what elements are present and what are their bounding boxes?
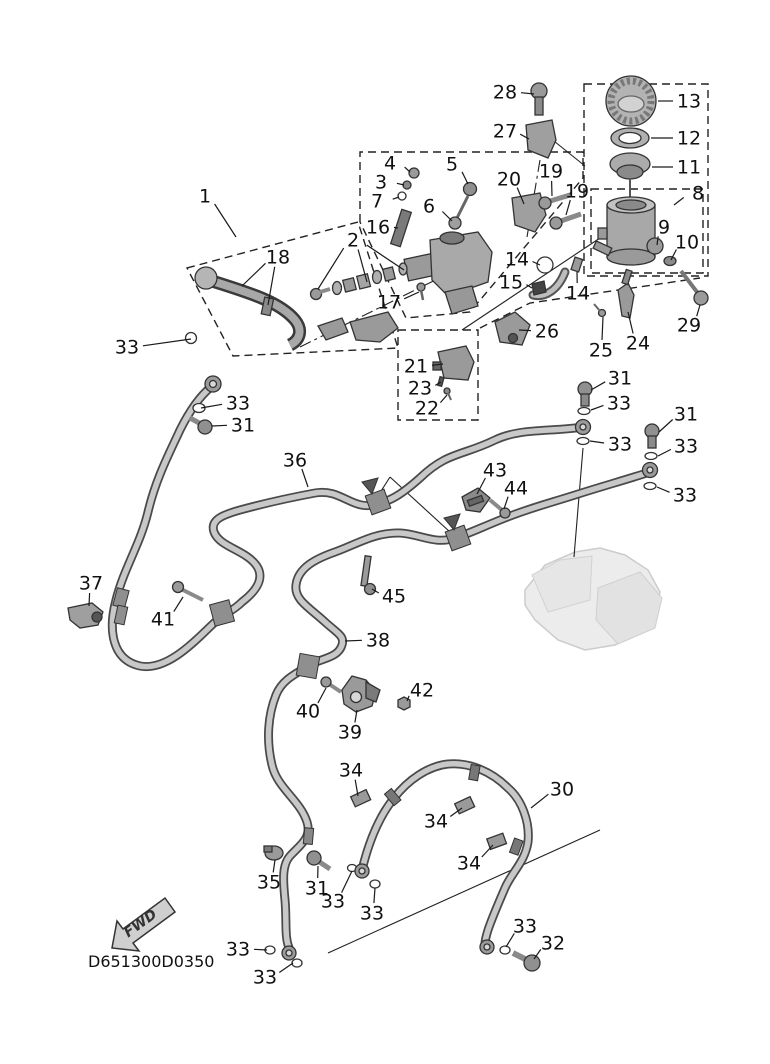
leader-line-38 [345,640,362,641]
washer-33-right-a1 [578,408,590,415]
banjo-30-left [355,864,369,878]
leader-line-37 [89,593,90,606]
part-label-14: 14 [565,282,591,305]
clamp-36-wedge [362,478,378,494]
part-label-25: 25 [588,339,614,362]
part-label-29: 29 [676,314,702,337]
part-label-33: 33 [512,915,538,938]
part-label-12: 12 [676,127,702,150]
banjo-30-right [480,940,494,954]
part-label-32: 32 [540,932,566,955]
part-23-pin [438,377,444,387]
part-label-33: 33 [114,336,140,359]
leader-line-1 [215,204,236,237]
leader-line-6 [442,212,452,222]
leader-line-16 [394,228,398,229]
bolt-31-right-a [578,382,592,406]
part-label-31: 31 [230,414,256,437]
bolt-31-right-b [645,424,659,448]
part-label-11: 11 [676,156,702,179]
leader-line-22 [440,395,447,403]
part-37-bracket [68,603,103,628]
part-13-reservoir-cap [606,76,656,126]
part-label-16: 16 [365,216,391,239]
clamp-36-block [365,489,391,515]
part-label-2: 2 [346,229,360,252]
hose-36-highlight [112,387,583,667]
lever-perch-a [318,318,348,340]
part-label-40: 40 [295,700,321,723]
leader-line-33 [279,963,293,973]
part-19-bolt-b [550,214,581,229]
leader-line-5 [462,172,468,184]
washer-33-top-left [186,333,197,344]
part-3-nut [403,181,411,189]
leader-line-33 [254,949,267,950]
part-11-diaphragm [610,153,650,179]
band-30-b [469,764,480,780]
part-label-39: 39 [337,721,363,744]
part-label-36: 36 [282,449,308,472]
banjo-right-b [643,463,658,478]
part-label-28: 28 [492,81,518,104]
washer-33-bottom-2 [370,880,380,888]
part-label-8: 8 [691,182,705,205]
master-cylinder-body [404,232,492,314]
leader-line-25 [602,317,603,340]
washer-33-bottom-5 [500,946,510,954]
leader-line-31 [591,382,605,390]
hose-30 [359,764,528,947]
part-4-ball [409,168,419,178]
part-35-clamp [264,846,283,860]
part-label-19: 19 [564,180,590,203]
leader-line-18 [242,263,266,286]
leader-line-34 [482,845,493,857]
leader-line-31 [659,420,673,433]
leader-line-33 [658,449,671,456]
part-label-45: 45 [381,585,407,608]
part-9-nut [647,238,663,254]
part-label-1: 1 [198,185,212,208]
part-25-screw [594,304,606,317]
parts [68,76,708,971]
part-label-42: 42 [409,679,435,702]
fwd-arrow [112,898,175,951]
part-44-bolt [490,500,510,518]
part-label-33: 33 [225,938,251,961]
part-45-bolt [361,556,376,595]
part-label-33: 33 [672,484,698,507]
part-label-34: 34 [423,810,449,833]
banjo-right-a [576,420,591,435]
leader-line-33 [374,888,375,903]
band-38-b [303,828,313,845]
part-label-31: 31 [673,403,699,426]
part-label-6: 6 [422,195,436,218]
part-18-lever [195,267,300,345]
leader-line-17 [404,292,419,299]
leader-line-33 [342,871,352,893]
part-28-bolt [531,83,547,115]
part-43-guide [462,488,490,512]
part-label-3: 3 [374,171,388,194]
part-label-5: 5 [445,153,459,176]
part-17-screw [417,283,425,300]
part-label-33: 33 [225,392,251,415]
diagram-code: D651300D0350 [88,952,215,971]
part-label-27: 27 [492,120,518,143]
part-label-13: 13 [676,90,702,113]
part-6-pushrod [449,196,468,229]
lever-perch-b [350,312,398,342]
part-label-41: 41 [150,608,176,631]
leader-line-33 [143,339,191,346]
leader-line-41 [174,597,183,612]
part-14-clip-b [571,257,583,272]
part-label-33: 33 [252,966,278,989]
part-label-35: 35 [256,871,282,894]
part-label-18: 18 [265,246,291,269]
washer-33-right-b2 [644,483,656,490]
part-label-30: 30 [549,778,575,801]
part-label-26: 26 [534,320,560,343]
part-21-switch [433,346,474,380]
washer-33-right-b1 [645,453,657,460]
part-label-34: 34 [338,759,364,782]
leader-line-33 [591,405,604,410]
part-40-bolt [321,677,341,692]
part-label-33: 33 [359,902,385,925]
part-label-31: 31 [304,877,330,900]
banjo-left [205,376,221,392]
part-label-33: 33 [320,890,346,913]
part-34-clamp-c [487,833,507,849]
part-label-34: 34 [456,852,482,875]
part-7-ring [398,192,406,200]
washer-33-bottom-4 [292,959,302,967]
leader-line-26 [519,330,531,331]
banjo-38-end [282,946,296,960]
leader-line-30 [531,794,548,808]
part-label-17: 17 [376,291,402,314]
part-label-7: 7 [370,190,384,213]
leader-line-33 [657,487,670,492]
part-15-clamp [532,281,546,295]
washer-33-right-a2 [577,438,589,445]
part-label-31: 31 [607,367,633,390]
part-label-22: 22 [414,397,440,420]
part-label-24: 24 [625,332,651,355]
part-12-gasket [611,128,649,148]
part-41-bolt [173,582,204,601]
part-5-bolt [464,183,477,196]
part-39-stay [342,676,380,712]
part-label-37: 37 [78,572,104,595]
hose-bands [113,478,523,855]
part-22-screw [444,388,451,400]
part-label-33: 33 [606,392,632,415]
clamp-38-block [296,653,320,678]
bolt-31-left [190,418,212,434]
part-label-43: 43 [482,459,508,482]
hose-30-highlight [359,764,528,947]
part-24-bracket [618,269,634,318]
part-26-connector [495,312,530,345]
leader-line-36 [302,469,308,487]
ghost-reference-part [525,548,662,650]
leader-line-31 [212,425,227,426]
part-label-38: 38 [365,629,391,652]
part-label-33: 33 [673,435,699,458]
part-label-44: 44 [503,477,529,500]
part-label-20: 20 [496,168,522,191]
part-8-reservoir-body [593,178,655,265]
part-label-23: 23 [407,377,433,400]
part-16-boot [391,209,412,246]
part-label-15: 15 [498,271,524,294]
part-label-21: 21 [403,355,429,378]
part-label-19: 19 [538,160,564,183]
leader-line-4 [405,167,410,172]
leader-line-8 [674,198,684,206]
part-label-9: 9 [657,216,671,239]
part-10-grommet [664,257,676,266]
leader-line-33 [590,441,604,443]
part-label-33: 33 [607,433,633,456]
part-label-14: 14 [504,248,530,271]
fwd-label: FWD [121,906,161,942]
part-label-4: 4 [383,152,397,175]
part-label-10: 10 [674,231,700,254]
part-34-clamp-a [351,790,371,807]
